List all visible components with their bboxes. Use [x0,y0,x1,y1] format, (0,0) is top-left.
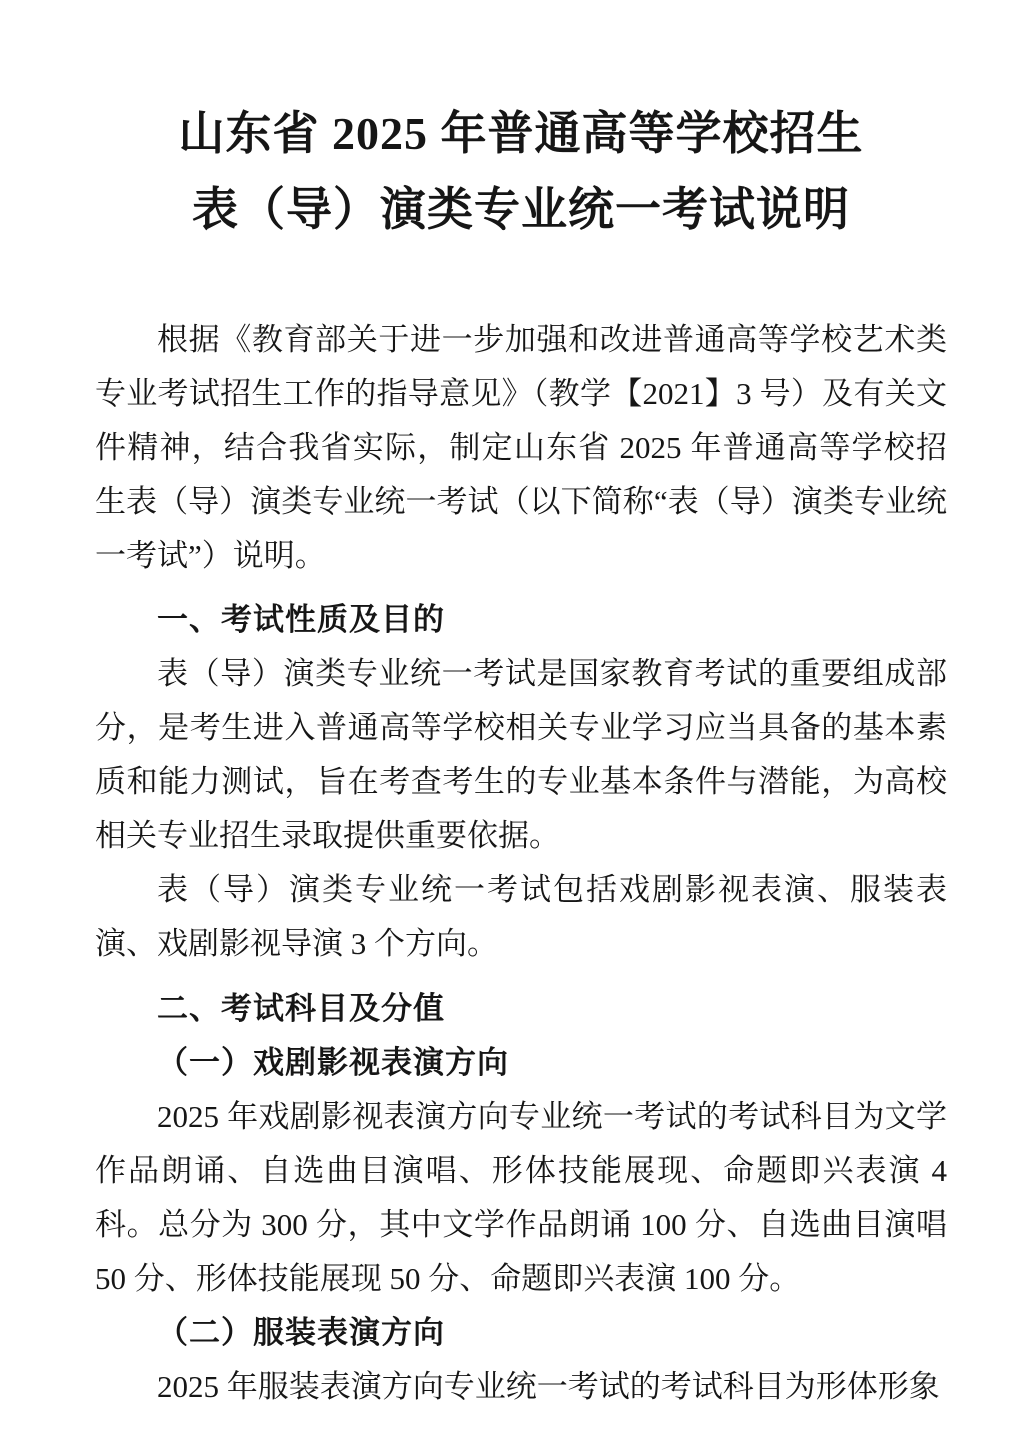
document-title [95,96,947,248]
subsection-heading-drama-film-performance: （一）戏剧影视表演方向 [157,1044,509,1080]
paragraph-drama-film-performance: 2025 年戏剧影视表演方向专业统一考试的考试科目为文学作品朗诵、自选曲目演唱、形体技能展现、命题即兴表演 4 科。总分为 300 分，其中文学作品朗诵 100 分、自选曲目演唱 50 分、形体技能展现 50 分、命题即兴表演 100 分。 [95,1098,947,1296]
subsection-heading-fashion-performance: （二）服装表演方向 [157,1314,445,1350]
document-title-line-2: 表（导）演类专业统一考试说明 [192,183,850,235]
intro-paragraph: 根据《教育部关于进一步加强和改进普通高等学校艺术类专业考试招生工作的指导意见》（教学【2021】3 号）及有关文件精神，结合我省实际，制定山东省 2025 年普通高等学校招生表（导）演类专业统一考试（以下简称“表（导）演类专业统一考试”）说明。 [95,321,947,573]
paragraph-fashion-performance: 2025 年服装表演方向专业统一考试的考试科目为形体形象 [157,1368,940,1404]
paragraph-exam-directions: 表（导）演类专业统一考试包括戏剧影视表演、服装表演、戏剧影视导演 3 个方向。 [95,872,947,962]
paragraph-exam-nature: 表（导）演类专业统一考试是国家教育考试的重要组成部分，是考生进入普通高等学校相关专业学习应当具备的基本素质和能力测试，旨在考查考生的专业基本条件与潜能，为高校相关专业招生录取提供重要依据。 [95,656,947,854]
section-heading-exam-nature: 一、考试性质及目的 [157,602,445,638]
document-title-line-1: 山东省 2025 年普通高等学校招生 [178,108,864,159]
section-heading-subjects-scores: 二、考试科目及分值 [157,991,445,1027]
